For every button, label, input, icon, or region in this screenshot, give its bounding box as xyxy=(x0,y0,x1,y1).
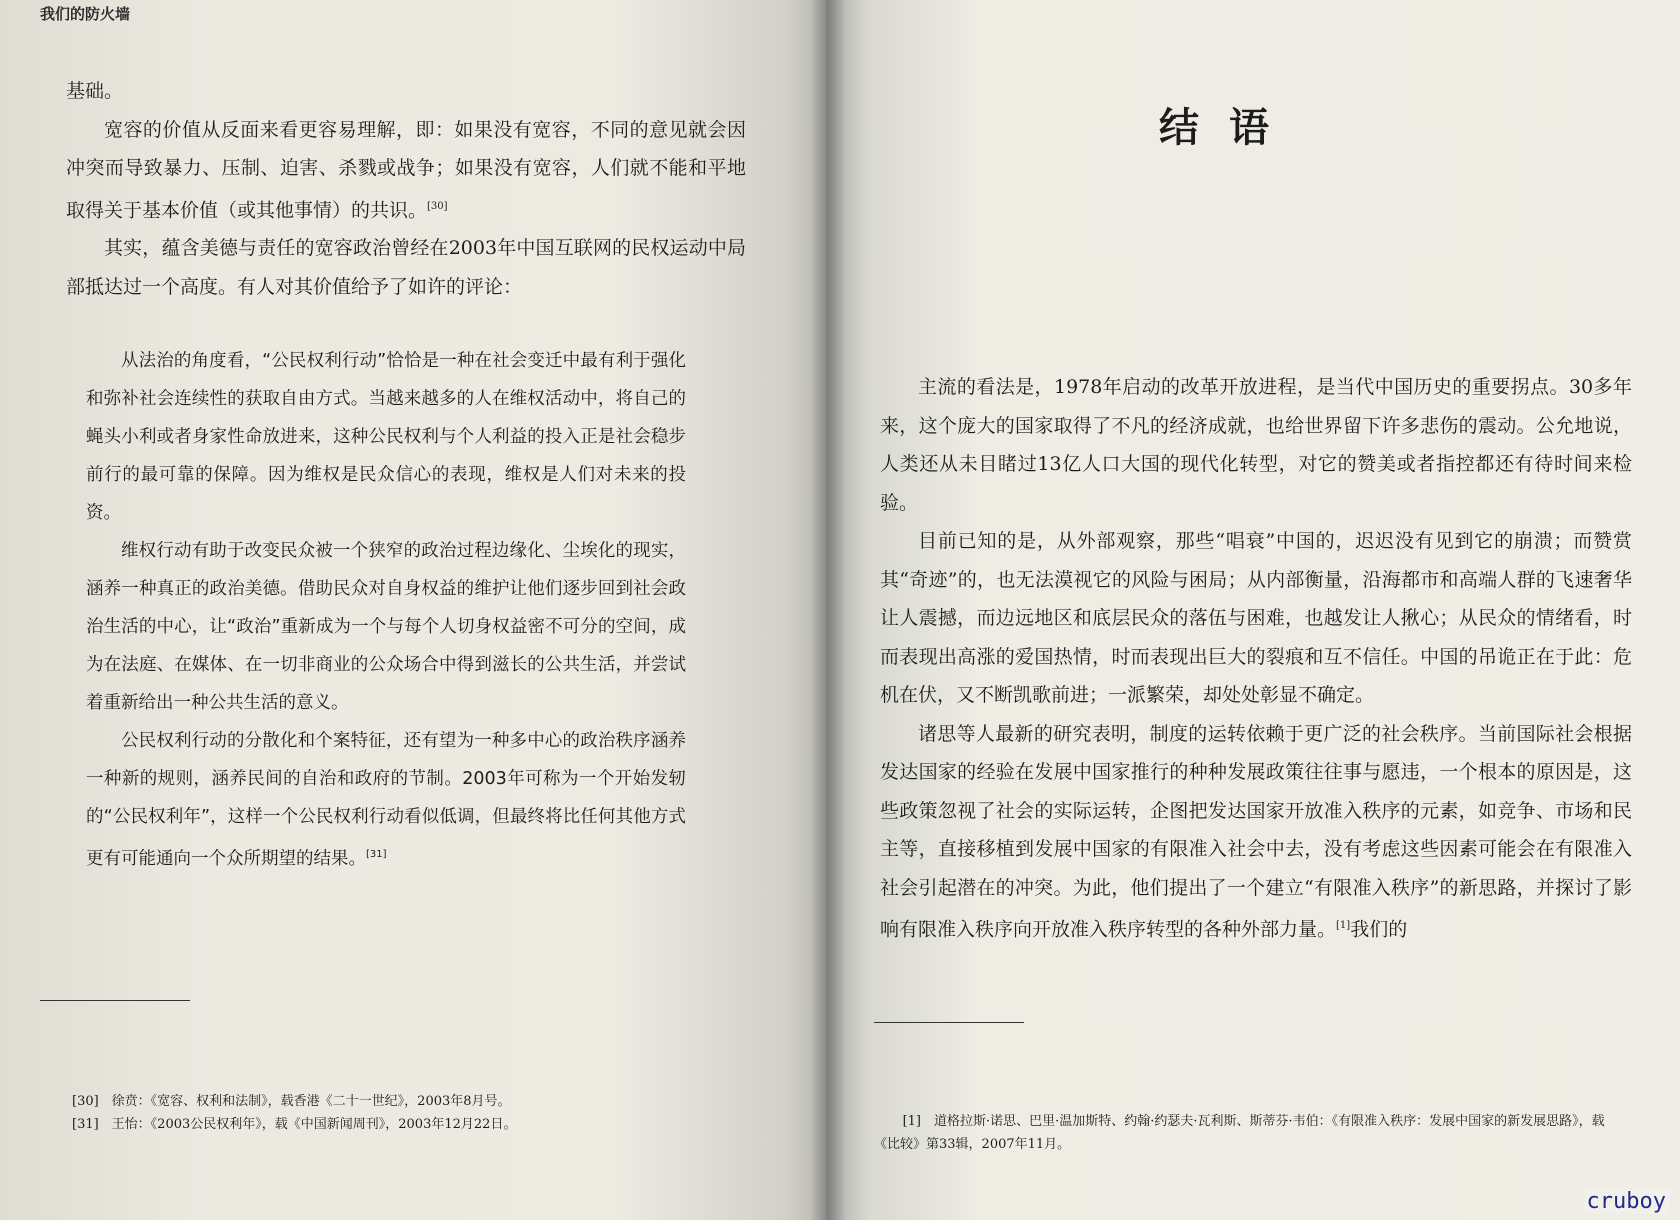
paragraph: 目前已知的是，从外部观察，那些“唱衰”中国的，迟迟没有见到它的崩溃；而赞赏其“奇迹”的，也无法漠视它的风险与困局；从内部衡量，沿海都市和高端人群的飞速奢华让人震撼，而边远地区和底层民众的落伍与困难，也越发让人揪心；从民众的情绪看，时而表现出高涨的爱国热情，时而表现出巨大的裂痕和互不信任。中国的吊诡正在于此：危机在伏，又不断凯歌前进；一派繁荣，却处处彰显不确定。 xyxy=(880,530,1632,706)
paragraph: 其实，蕴含美德与责任的宽容政治曾经在2003年中国互联网的民权运动中局部抵达过一个高度。有人对其价值给予了如许的评论： xyxy=(66,237,746,298)
paragraph: 基础。 xyxy=(66,80,124,102)
footnote: [30] 徐贲：《宽容、权利和法制》，载香港《二十一世纪》，2003年8月号。 xyxy=(72,1094,511,1109)
paragraph: 宽容的价值从反面来看更容易理解，即：如果没有宽容，不同的意见就会因冲突而导致暴力、压制、迫害、杀戮或战争；如果没有宽容，人们就不能和平地取得关于基本价值（或其他事情）的共识。[30] xyxy=(66,118,746,221)
right-body-text xyxy=(880,368,1632,949)
quote-paragraph: 从法治的角度看，“公民权利行动”恰恰是一种在社会变迁中最有利于强化和弥补社会连续性的获取自由方式。当越来越多的人在维权活动中，将自己的蝇头小利或者身家性命放进来，这种公民权利与个人利益的投入正是社会稳步前行的最可靠的保障。因为维权是民众信心的表现，维权是人们对未来的投资。 xyxy=(86,351,686,523)
footnote-ref: [30] xyxy=(427,200,448,212)
footnote: [1] 道格拉斯·诺思、巴里·温加斯特、约翰·约瑟夫·瓦利斯、斯蒂芬·韦伯：《有限准入秩序：发展中国家的新发展思路》，载《比较》第33辑，2007年11月。 xyxy=(874,1114,1605,1152)
left-body-text xyxy=(66,72,746,306)
quote-paragraph: 公民权利行动的分散化和个案特征，还有望为一种多中心的政治秩序涵养一种新的规则，涵养民间的自治和政府的节制。2003年可称为一个开始发轫的“公民权利年”，这样一个公民权利行动看似低调，但最终将比任何其他方式更有可能通向一个众所期望的结果。[31] xyxy=(86,731,686,869)
book-gutter xyxy=(810,0,846,1220)
right-page xyxy=(826,0,1680,1220)
footnote-ref: [31] xyxy=(366,849,387,860)
block-quote xyxy=(86,342,686,878)
left-page xyxy=(0,0,826,1220)
footnote-ref: [1] xyxy=(1336,920,1351,931)
quote-paragraph: 维权行动有助于改变民众被一个狭窄的政治过程边缘化、尘埃化的现实，涵养一种真正的政治美德。借助民众对自身权益的维护让他们逐步回到社会政治生活的中心，让“政治”重新成为一个与每个人切身权益密不可分的空间，成为在法庭、在媒体、在一切非商业的公众场合中得到滋长的公共生活，并尝试着重新给出一种公共生活的意义。 xyxy=(86,541,686,713)
footnote-divider xyxy=(874,1022,1024,1023)
footnote: [31] 王怡：《2003公民权利年》，载《中国新闻周刊》，2003年12月22日。 xyxy=(72,1117,517,1132)
running-head: 我们的防火墙 xyxy=(40,5,131,23)
footnotes xyxy=(72,1090,632,1136)
watermark: cruboy xyxy=(1583,1189,1670,1214)
chapter-title: 结语 xyxy=(1159,105,1299,151)
footnote-divider xyxy=(40,1000,190,1001)
paragraph: 诸思等人最新的研究表明，制度的运转依赖于更广泛的社会秩序。当前国际社会根据发达国家的经验在发展中国家推行的种种发展政策往往事与愿违，一个根本的原因是，这些政策忽视了社会的实际运转，企图把发达国家开放准入秩序的元素，如竞争、市场和民主等，直接移植到发展中国家的有限准入社会中去，没有考虑这些因素可能会在有限准入社会引起潜在的冲突。为此，他们提出了一个建立“有限准入秩序”的新思路，并探讨了影响有限准入秩序向开放准入秩序转型的各种外部力量。[1]我们的 xyxy=(880,722,1632,941)
paragraph: 主流的看法是，1978年启动的改革开放进程，是当代中国历史的重要拐点。30多年来，这个庞大的国家取得了不凡的经济成就，也给世界留下许多悲伤的震动。公允地说，人类还从未目睹过13亿人口大国的现代化转型，对它的赞美或者指控都还有待时间来检验。 xyxy=(880,376,1632,514)
